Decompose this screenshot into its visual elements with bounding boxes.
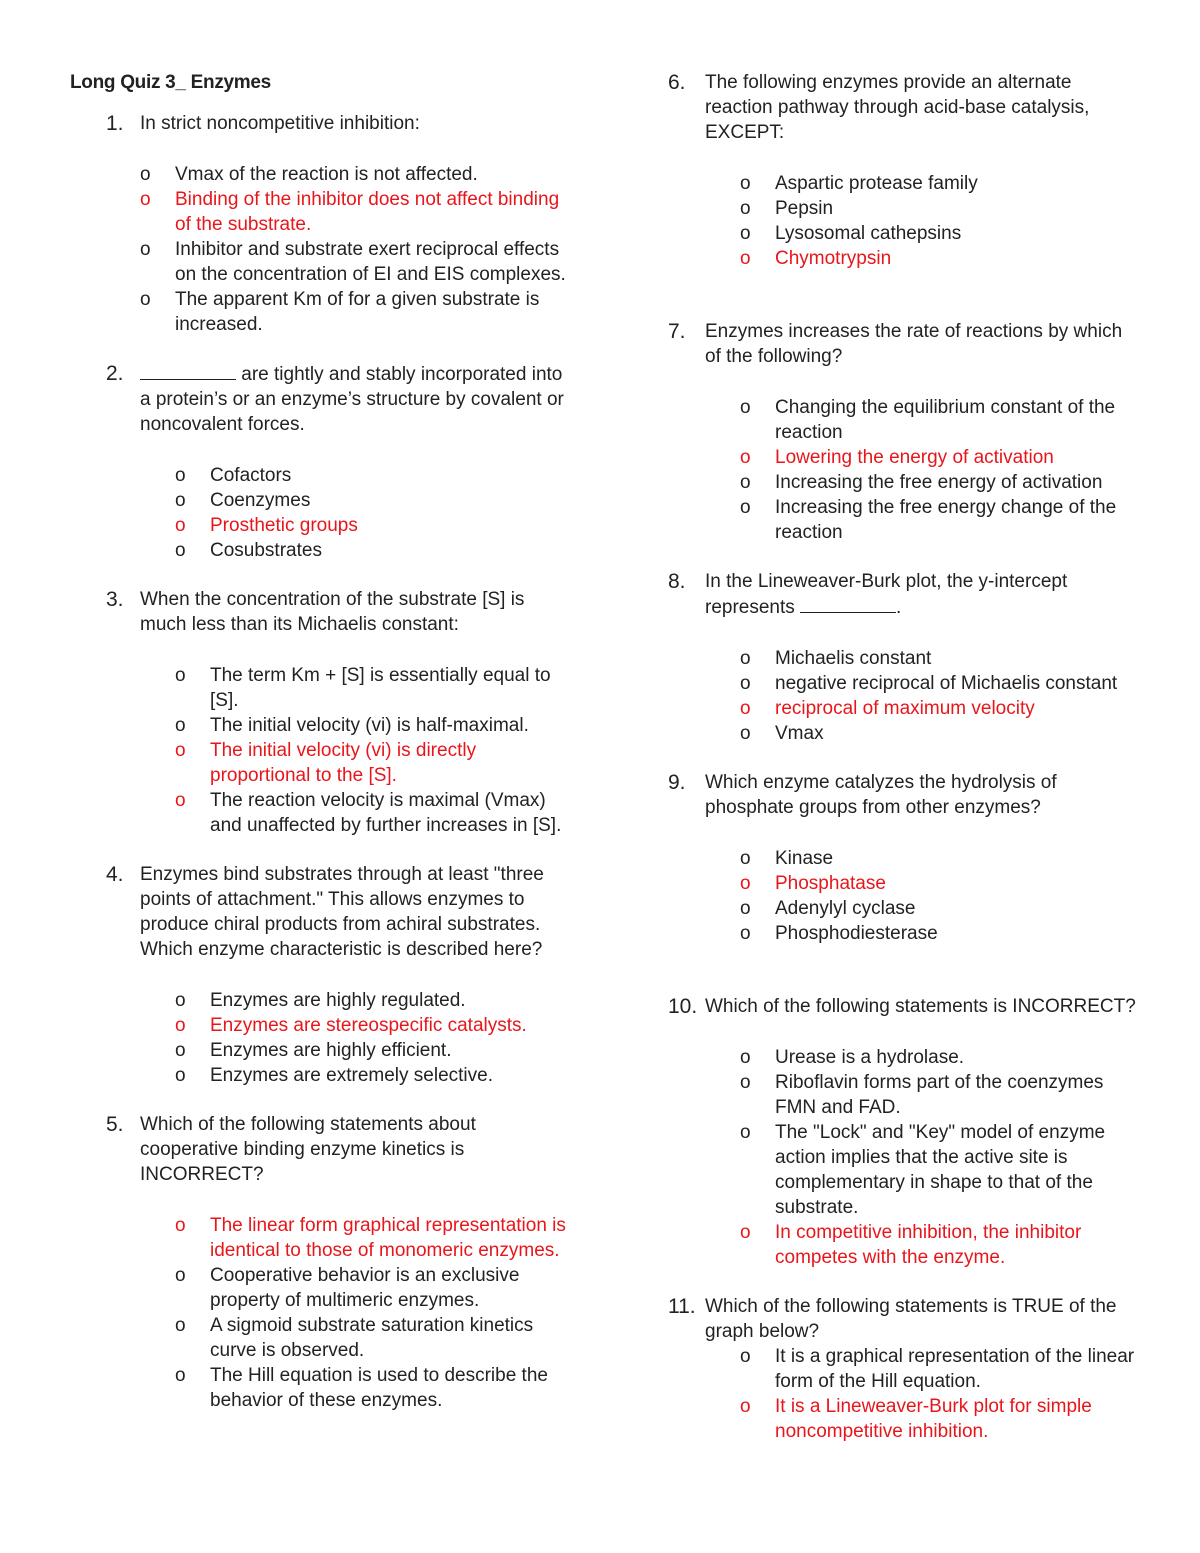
option-item-correct[interactable]	[740, 445, 1138, 470]
option-item[interactable]	[175, 1063, 570, 1088]
question-number: 6.	[668, 71, 686, 94]
question-1	[70, 111, 570, 337]
option-item-correct[interactable]	[175, 513, 570, 538]
option-text: It is a Lineweaver-Burk plot for simple noncompetitive inhibition.	[775, 1396, 1092, 1442]
option-item[interactable]	[740, 921, 1138, 946]
question-number: 2.	[106, 362, 124, 385]
option-text: Pepsin	[775, 198, 834, 219]
question-number: 5.	[106, 1113, 124, 1136]
circle-bullet-icon: o	[175, 515, 186, 536]
circle-bullet-icon: o	[740, 1072, 751, 1093]
circle-bullet-icon: o	[175, 665, 186, 686]
circle-bullet-icon: o	[140, 189, 151, 210]
circle-bullet-icon: o	[740, 497, 751, 518]
circle-bullet-icon: o	[175, 1215, 186, 1236]
question-text: In strict noncompetitive inhibition:	[140, 113, 420, 134]
option-item[interactable]	[740, 646, 1138, 671]
option-text: A sigmoid substrate saturation kinetics curve is observed.	[210, 1315, 534, 1361]
question-text-body: In the Lineweaver-Burk plot, the y-intercept represents	[705, 571, 1068, 618]
option-text: Kinase	[775, 848, 834, 869]
circle-bullet-icon: o	[740, 248, 751, 269]
question-text: Which of the following statements is TRUE of the graph below?	[705, 1296, 1117, 1342]
circle-bullet-icon: o	[740, 873, 751, 894]
question-number: 7.	[668, 320, 686, 343]
option-item[interactable]	[175, 463, 570, 488]
circle-bullet-icon: o	[740, 1047, 751, 1068]
circle-bullet-icon: o	[740, 397, 751, 418]
option-item-correct[interactable]	[175, 738, 570, 788]
circle-bullet-icon: o	[740, 648, 751, 669]
option-text: Urease is a hydrolase.	[775, 1047, 965, 1068]
options-list	[705, 1045, 1138, 1270]
circle-bullet-icon: o	[175, 715, 186, 736]
circle-bullet-icon: o	[740, 223, 751, 244]
circle-bullet-icon: o	[740, 173, 751, 194]
circle-bullet-icon: o	[740, 723, 751, 744]
question-7	[668, 319, 1138, 545]
option-text: Vmax of the reaction is not affected.	[175, 164, 478, 185]
question-number: 9.	[668, 771, 686, 794]
circle-bullet-icon: o	[175, 740, 186, 761]
question-number: 3.	[106, 588, 124, 611]
option-text: Inhibitor and substrate exert reciprocal effects on the concentration of EI and EIS complexes.	[175, 239, 566, 285]
question-text: Which of the following statements about cooperative binding enzyme kinetics is INCORRECT?	[140, 1114, 476, 1185]
answer-blank	[140, 361, 236, 380]
option-item[interactable]	[175, 1038, 570, 1063]
option-item-correct[interactable]	[740, 1220, 1138, 1270]
question-number: 10.	[668, 995, 698, 1018]
option-text: Phosphodiesterase	[775, 923, 938, 944]
circle-bullet-icon: o	[740, 698, 751, 719]
option-item[interactable]	[740, 495, 1138, 545]
question-text-body: are tightly and stably incorporated into a protein’s or an enzyme’s structure by covalent or noncovalent forces.	[140, 364, 564, 435]
circle-bullet-icon: o	[140, 164, 151, 185]
question-11	[668, 1294, 1138, 1444]
question-number: 4.	[106, 863, 124, 886]
question-text: Enzymes increases the rate of reactions by which of the following?	[705, 321, 1123, 367]
option-text: The term Km + [S] is essentially equal to [S].	[210, 665, 551, 711]
option-item[interactable]	[740, 721, 1138, 746]
option-text: Prosthetic groups	[210, 515, 358, 536]
option-item-correct[interactable]	[140, 187, 570, 237]
question-3	[70, 587, 570, 838]
question-number: 1.	[106, 112, 124, 135]
circle-bullet-icon: o	[740, 673, 751, 694]
circle-bullet-icon: o	[175, 1015, 186, 1036]
option-text: Coenzymes	[210, 490, 311, 511]
option-text: Michaelis constant	[775, 648, 932, 669]
circle-bullet-icon: o	[175, 490, 186, 511]
option-item[interactable]	[175, 1263, 570, 1313]
circle-bullet-icon: o	[740, 848, 751, 869]
option-text: Cosubstrates	[210, 540, 322, 561]
circle-bullet-icon: o	[140, 239, 151, 260]
question-8	[668, 569, 1138, 746]
question-6	[668, 70, 1138, 271]
question-text	[140, 361, 570, 437]
option-text: Enzymes are extremely selective.	[210, 1065, 493, 1086]
circle-bullet-icon: o	[740, 1122, 751, 1143]
circle-bullet-icon: o	[740, 923, 751, 944]
option-item[interactable]	[175, 663, 570, 713]
options-list	[140, 162, 570, 337]
option-item[interactable]	[740, 896, 1138, 921]
option-text: Cooperative behavior is an exclusive property of multimeric enzymes.	[210, 1265, 520, 1311]
question-number: 8.	[668, 570, 686, 593]
question-text-end: .	[896, 597, 902, 618]
circle-bullet-icon: o	[175, 1265, 186, 1286]
option-text: Lysosomal cathepsins	[775, 223, 962, 244]
option-text: The linear form graphical representation is identical to those of monomeric enzymes.	[210, 1215, 566, 1261]
question-2	[70, 361, 570, 563]
circle-bullet-icon: o	[175, 1365, 186, 1386]
question-text	[705, 569, 1138, 620]
circle-bullet-icon: o	[175, 790, 186, 811]
option-text: The initial velocity (vi) is half-maximal.	[210, 715, 529, 736]
question-number: 11.	[668, 1295, 696, 1318]
option-text: The initial velocity (vi) is directly proportional to the [S].	[210, 740, 477, 786]
option-item-correct[interactable]	[740, 246, 1138, 271]
option-item[interactable]	[740, 1344, 1138, 1394]
question-text: Which of the following statements is INCORRECT?	[705, 996, 1136, 1017]
option-item[interactable]	[740, 221, 1138, 246]
option-item[interactable]	[175, 988, 570, 1013]
circle-bullet-icon: o	[175, 465, 186, 486]
option-item[interactable]	[740, 1070, 1138, 1120]
option-text: Adenylyl cyclase	[775, 898, 916, 919]
circle-bullet-icon: o	[175, 1040, 186, 1061]
option-item[interactable]	[740, 846, 1138, 871]
right-column	[668, 70, 1138, 1468]
circle-bullet-icon: o	[740, 1346, 751, 1367]
left-column	[70, 70, 570, 1437]
circle-bullet-icon: o	[740, 1396, 751, 1417]
option-item[interactable]	[740, 196, 1138, 221]
question-9	[668, 770, 1138, 946]
option-text: Enzymes are stereospecific catalysts.	[210, 1015, 527, 1036]
option-text: Enzymes are highly regulated.	[210, 990, 466, 1011]
option-text: The reaction velocity is maximal (Vmax) and unaffected by further increases in [S].	[210, 790, 562, 836]
options-list	[705, 1344, 1138, 1444]
circle-bullet-icon: o	[175, 540, 186, 561]
option-item[interactable]	[140, 287, 570, 337]
option-text: Cofactors	[210, 465, 292, 486]
question-text: The following enzymes provide an alternate reaction pathway through acid-base catalysis, EXCEPT:	[705, 72, 1090, 143]
option-text: Increasing the free energy change of the reaction	[775, 497, 1117, 543]
option-item[interactable]	[740, 671, 1138, 696]
option-text: Aspartic protease family	[775, 173, 978, 194]
option-text: Enzymes are highly efficient.	[210, 1040, 452, 1061]
option-text: Vmax	[775, 723, 824, 744]
option-item[interactable]	[140, 237, 570, 287]
circle-bullet-icon: o	[175, 990, 186, 1011]
circle-bullet-icon: o	[740, 1222, 751, 1243]
option-text: The "Lock" and "Key" model of enzyme action implies that the active site is complementary in shape to that of the substrate.	[775, 1122, 1106, 1218]
circle-bullet-icon: o	[740, 898, 751, 919]
circle-bullet-icon: o	[140, 289, 151, 310]
option-item-correct[interactable]	[740, 1394, 1138, 1444]
option-text: Changing the equilibrium constant of the reaction	[775, 397, 1116, 443]
option-item-correct[interactable]	[175, 1013, 570, 1038]
question-5	[70, 1112, 570, 1413]
option-text: It is a graphical representation of the linear form of the Hill equation.	[775, 1346, 1135, 1392]
option-item[interactable]	[740, 1120, 1138, 1220]
option-text: Increasing the free energy of activation	[775, 472, 1103, 493]
circle-bullet-icon: o	[740, 447, 751, 468]
option-item[interactable]	[740, 171, 1138, 196]
circle-bullet-icon: o	[740, 198, 751, 219]
option-item[interactable]	[175, 538, 570, 563]
circle-bullet-icon: o	[175, 1065, 186, 1086]
options-list	[705, 171, 1138, 271]
option-text: Lowering the energy of activation	[775, 447, 1054, 468]
option-item-correct[interactable]	[740, 871, 1138, 896]
option-item[interactable]	[175, 488, 570, 513]
options-list	[140, 988, 570, 1088]
quiz-title: Long Quiz 3_ Enzymes	[70, 72, 271, 93]
options-list	[140, 463, 570, 563]
options-list	[705, 395, 1138, 545]
option-text: In competitive inhibition, the inhibitor competes with the enzyme.	[775, 1222, 1082, 1268]
question-10	[668, 994, 1138, 1270]
option-item[interactable]	[740, 1045, 1138, 1070]
option-item[interactable]	[175, 788, 570, 838]
option-text: Phosphatase	[775, 873, 886, 894]
answer-blank	[800, 594, 896, 613]
question-text: When the concentration of the substrate [S] is much less than its Michaelis constant:	[140, 589, 525, 635]
option-item[interactable]	[175, 713, 570, 738]
options-list	[705, 646, 1138, 746]
option-item[interactable]	[175, 1363, 570, 1413]
options-list	[140, 1213, 570, 1413]
question-4	[70, 862, 570, 1088]
option-item-correct[interactable]	[175, 1213, 570, 1263]
circle-bullet-icon: o	[740, 472, 751, 493]
option-text: Chymotrypsin	[775, 248, 892, 269]
options-list	[140, 663, 570, 838]
circle-bullet-icon: o	[175, 1315, 186, 1336]
question-text: Enzymes bind substrates through at least "three points of attachment." This allows enzymes to produce chiral products from achiral substrates. Which enzyme characteristic is described here?	[140, 864, 544, 960]
option-text: negative reciprocal of Michaelis constant	[775, 673, 1118, 694]
option-item[interactable]	[140, 162, 570, 187]
option-item-correct[interactable]	[740, 696, 1138, 721]
question-text: Which enzyme catalyzes the hydrolysis of phosphate groups from other enzymes?	[705, 772, 1057, 818]
option-item[interactable]	[740, 470, 1138, 495]
option-text: The Hill equation is used to describe the behavior of these enzymes.	[210, 1365, 548, 1411]
options-list	[705, 846, 1138, 946]
option-item[interactable]	[740, 395, 1138, 445]
option-item[interactable]	[175, 1313, 570, 1363]
option-text: Binding of the inhibitor does not affect binding of the substrate.	[175, 189, 560, 235]
option-text: reciprocal of maximum velocity	[775, 698, 1035, 719]
option-text: Riboflavin forms part of the coenzymes FMN and FAD.	[775, 1072, 1104, 1118]
option-text: The apparent Km of for a given substrate is increased.	[175, 289, 540, 335]
